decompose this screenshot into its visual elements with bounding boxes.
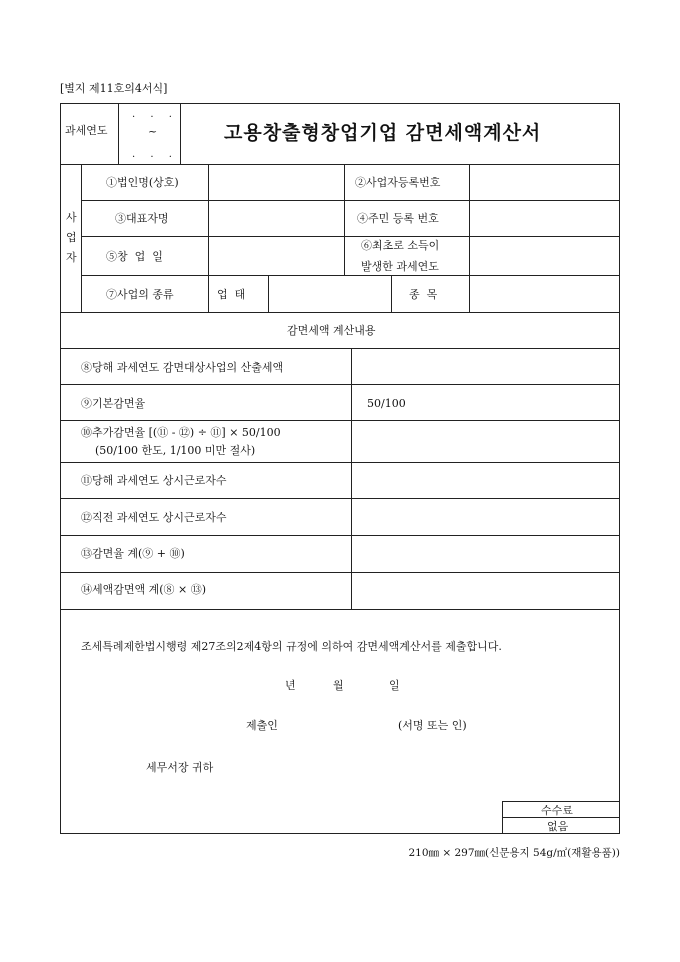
divider — [502, 817, 619, 818]
fee-value: 없음 — [547, 820, 569, 833]
biz-type-label: ⑦사업의 종류 — [106, 288, 174, 301]
paper-spec-footer: 210㎜ × 297㎜(신문용지 54g/㎡(재활용품)) — [408, 847, 620, 859]
rep-name-label: ③대표자명 — [115, 212, 169, 225]
biz-reg-no-label: ②사업자등록번호 — [355, 176, 441, 189]
divider — [81, 275, 619, 276]
divider — [61, 164, 619, 165]
divider — [469, 164, 470, 312]
resident-no-label: ④주민 등록 번호 — [357, 212, 439, 225]
calc-section-title: 감면세액 계산내용 — [287, 324, 376, 337]
divider — [208, 164, 209, 312]
divider — [268, 275, 269, 312]
divider — [61, 609, 619, 610]
tax-year-label: 과세연도 — [65, 124, 108, 137]
date-day-label: 일 — [389, 679, 400, 692]
tax-year-start-field[interactable]: . . . — [132, 109, 178, 120]
first-income-year-label-2: 발생한 과세연도 — [361, 260, 439, 273]
signature-label: (서명 또는 인) — [398, 719, 467, 732]
side-label-3: 자 — [66, 251, 77, 264]
calc-row-14-label: ⑭세액감면액 계(⑧ × ⑬) — [81, 583, 207, 596]
calc-row-9-value: 50/100 — [367, 397, 406, 410]
calc-row-13-label: ⑬감면율 계(⑨ + ⑩) — [81, 547, 185, 560]
divider — [61, 420, 619, 421]
corp-name-label: ①법인명(상호) — [106, 176, 179, 189]
side-label-1: 사 — [66, 211, 77, 224]
divider — [180, 104, 181, 164]
side-label-2: 업 — [66, 231, 77, 244]
calc-row-9-label: ⑨기본감면율 — [81, 397, 146, 410]
submitter-label: 제출인 — [246, 719, 278, 732]
item-label: 종 목 — [409, 288, 438, 301]
divider — [61, 498, 619, 499]
divider — [61, 348, 619, 349]
calc-row-10-label: ⑩추가감면율 [(⑪ - ⑫) ÷ ⑪] × 50/100 — [81, 426, 281, 439]
divider — [344, 164, 345, 275]
divider — [118, 104, 119, 164]
date-year-label: 년 — [285, 679, 296, 692]
form-title: 고용창출형창업기업 감면세액계산서 — [224, 122, 542, 144]
calc-row-10-note: (50/100 한도, 1/100 미만 절사) — [95, 444, 256, 457]
divider — [61, 384, 619, 385]
first-income-year-label: ⑥최초로 소득이 — [361, 239, 440, 252]
divider — [61, 572, 619, 573]
divider — [61, 462, 619, 463]
calc-row-8-label: ⑧당해 과세연도 감면대상사업의 산출세액 — [81, 361, 284, 374]
divider — [81, 236, 619, 237]
divider — [61, 535, 619, 536]
calc-row-12-label: ⑫직전 과세연도 상시근로자수 — [81, 511, 227, 524]
divider — [391, 275, 392, 312]
founding-date-label: ⑤창 업 일 — [106, 250, 163, 263]
divider — [81, 200, 619, 201]
divider — [81, 164, 82, 312]
form-frame — [60, 103, 620, 834]
divider — [351, 348, 352, 610]
declaration-statement: 조세특례제한법시행령 제27조의2제4항의 규정에 의하여 감면세액계산서를 제출합니다. — [81, 640, 502, 653]
calc-row-11-label: ⑪당해 과세연도 상시근로자수 — [81, 474, 227, 487]
tax-year-end-field[interactable]: . . . — [132, 149, 178, 160]
divider — [502, 801, 619, 802]
date-month-label: 월 — [333, 679, 344, 692]
form-code: [별지 제11호의4서식] — [60, 82, 168, 95]
tax-year-tilde: ~ — [148, 125, 158, 138]
addressee: 세무서장 귀하 — [146, 761, 214, 774]
divider — [61, 312, 619, 313]
category-label: 업 태 — [217, 288, 246, 301]
fee-label: 수수료 — [541, 804, 573, 817]
